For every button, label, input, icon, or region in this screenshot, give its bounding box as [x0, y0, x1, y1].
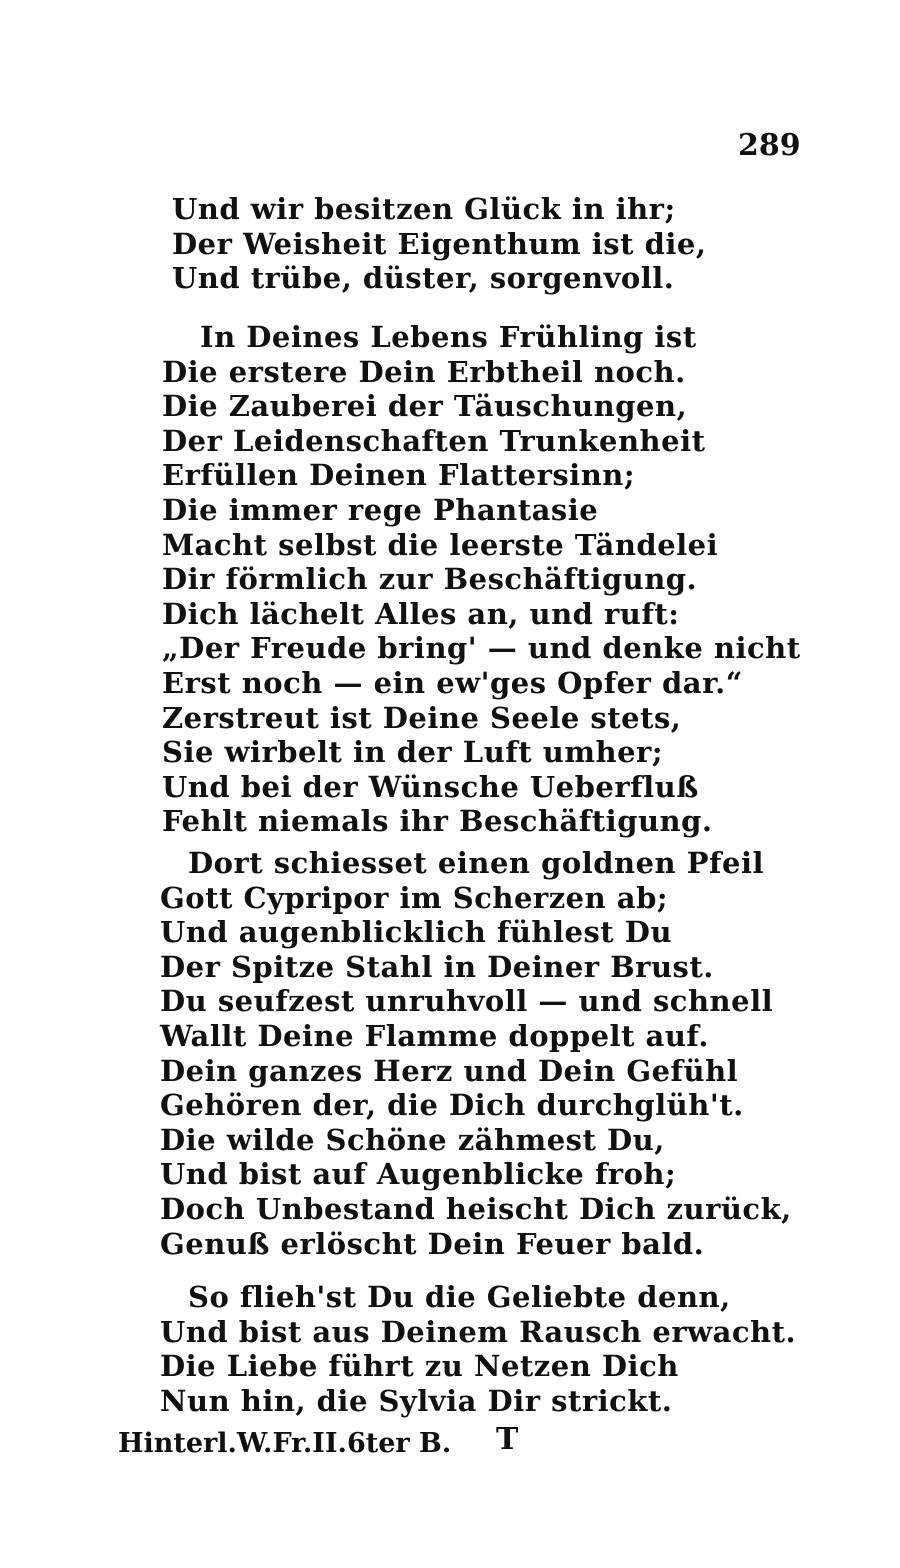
poem-line: Erfüllen Deinen Flattersinn;: [162, 458, 636, 493]
poem-line: Und trübe, düster, sorgenvoll.: [172, 261, 675, 296]
poem-line: Zerstreut ist Deine Seele stets,: [162, 700, 682, 735]
poem-line: Doch Unbestand heischt Dich zurück,: [160, 1192, 792, 1226]
poem-line: Und bei der Wünsche Ueberfluß: [162, 769, 699, 804]
poem-line: Gott Cypripor im Scherzen ab;: [160, 880, 669, 915]
page-number: 289: [738, 128, 801, 163]
poem-line: Und bist auf Augenblicke froh;: [160, 1157, 677, 1192]
poem-line: Die wilde Schöne zähmest Du,: [160, 1122, 665, 1157]
poem-line: Die immer rege Phantasie: [162, 493, 599, 527]
poem-line: Die Zauberei der Täuschungen,: [162, 389, 688, 424]
poem-line: Die Liebe führt zu Netzen Dich: [160, 1349, 679, 1384]
poem-line: Dort schiesset einen goldnen Pfeil: [188, 846, 764, 880]
poem-line: Und augenblicklich fühlest Du: [160, 915, 673, 950]
poem-line: Du seufzest unruhvoll — und schnell: [160, 984, 774, 1019]
poem-line: Dich lächelt Alles an, und ruft:: [162, 596, 680, 631]
poem-line: Dir förmlich zur Beschäftigung.: [162, 562, 698, 597]
poem-line: Genuß erlöscht Dein Feuer bald.: [160, 1226, 705, 1261]
poem-line: Macht selbst die leerste Tändelei: [162, 527, 719, 562]
poem-line: So flieh'st Du die Geliebte denn,: [188, 1280, 731, 1314]
poem-line: Erst noch — ein ew'ges Opfer dar.“: [162, 666, 743, 700]
poem-line: Sie wirbelt in der Luft umher;: [162, 735, 664, 770]
poem-line: Die erstere Dein Erbtheil noch.: [162, 354, 686, 389]
poem-line: Und wir besitzen Glück in ihr;: [172, 192, 676, 226]
poem-line: Der Weisheit Eigenthum ist die,: [172, 226, 707, 261]
poem-line: Und bist aus Deinem Rausch erwacht.: [160, 1314, 797, 1349]
poem-line: Wallt Deine Flamme doppelt auf.: [160, 1019, 709, 1053]
poem-line: In Deines Lebens Frühling ist: [200, 320, 697, 354]
poem-line: Nun hin, die Sylvia Dir strickt.: [160, 1383, 673, 1418]
poem-line: Der Spitze Stahl in Deiner Brust.: [160, 949, 714, 984]
poem-line: Dein ganzes Herz und Dein Gefühl: [160, 1053, 739, 1088]
poem-line: Der Leidenschaften Trunkenheit: [162, 423, 706, 458]
poem-line: Fehlt niemals ihr Beschäftigung.: [162, 804, 713, 839]
signature-mark: Hinterl.W.Fr.II.6ter B.: [118, 1428, 452, 1459]
signature-letter: T: [496, 1422, 519, 1457]
poem-line: Gehören der, die Dich durchglüh't.: [160, 1088, 744, 1123]
poem-line: „Der Freude bring' — und denke nicht: [162, 631, 801, 666]
